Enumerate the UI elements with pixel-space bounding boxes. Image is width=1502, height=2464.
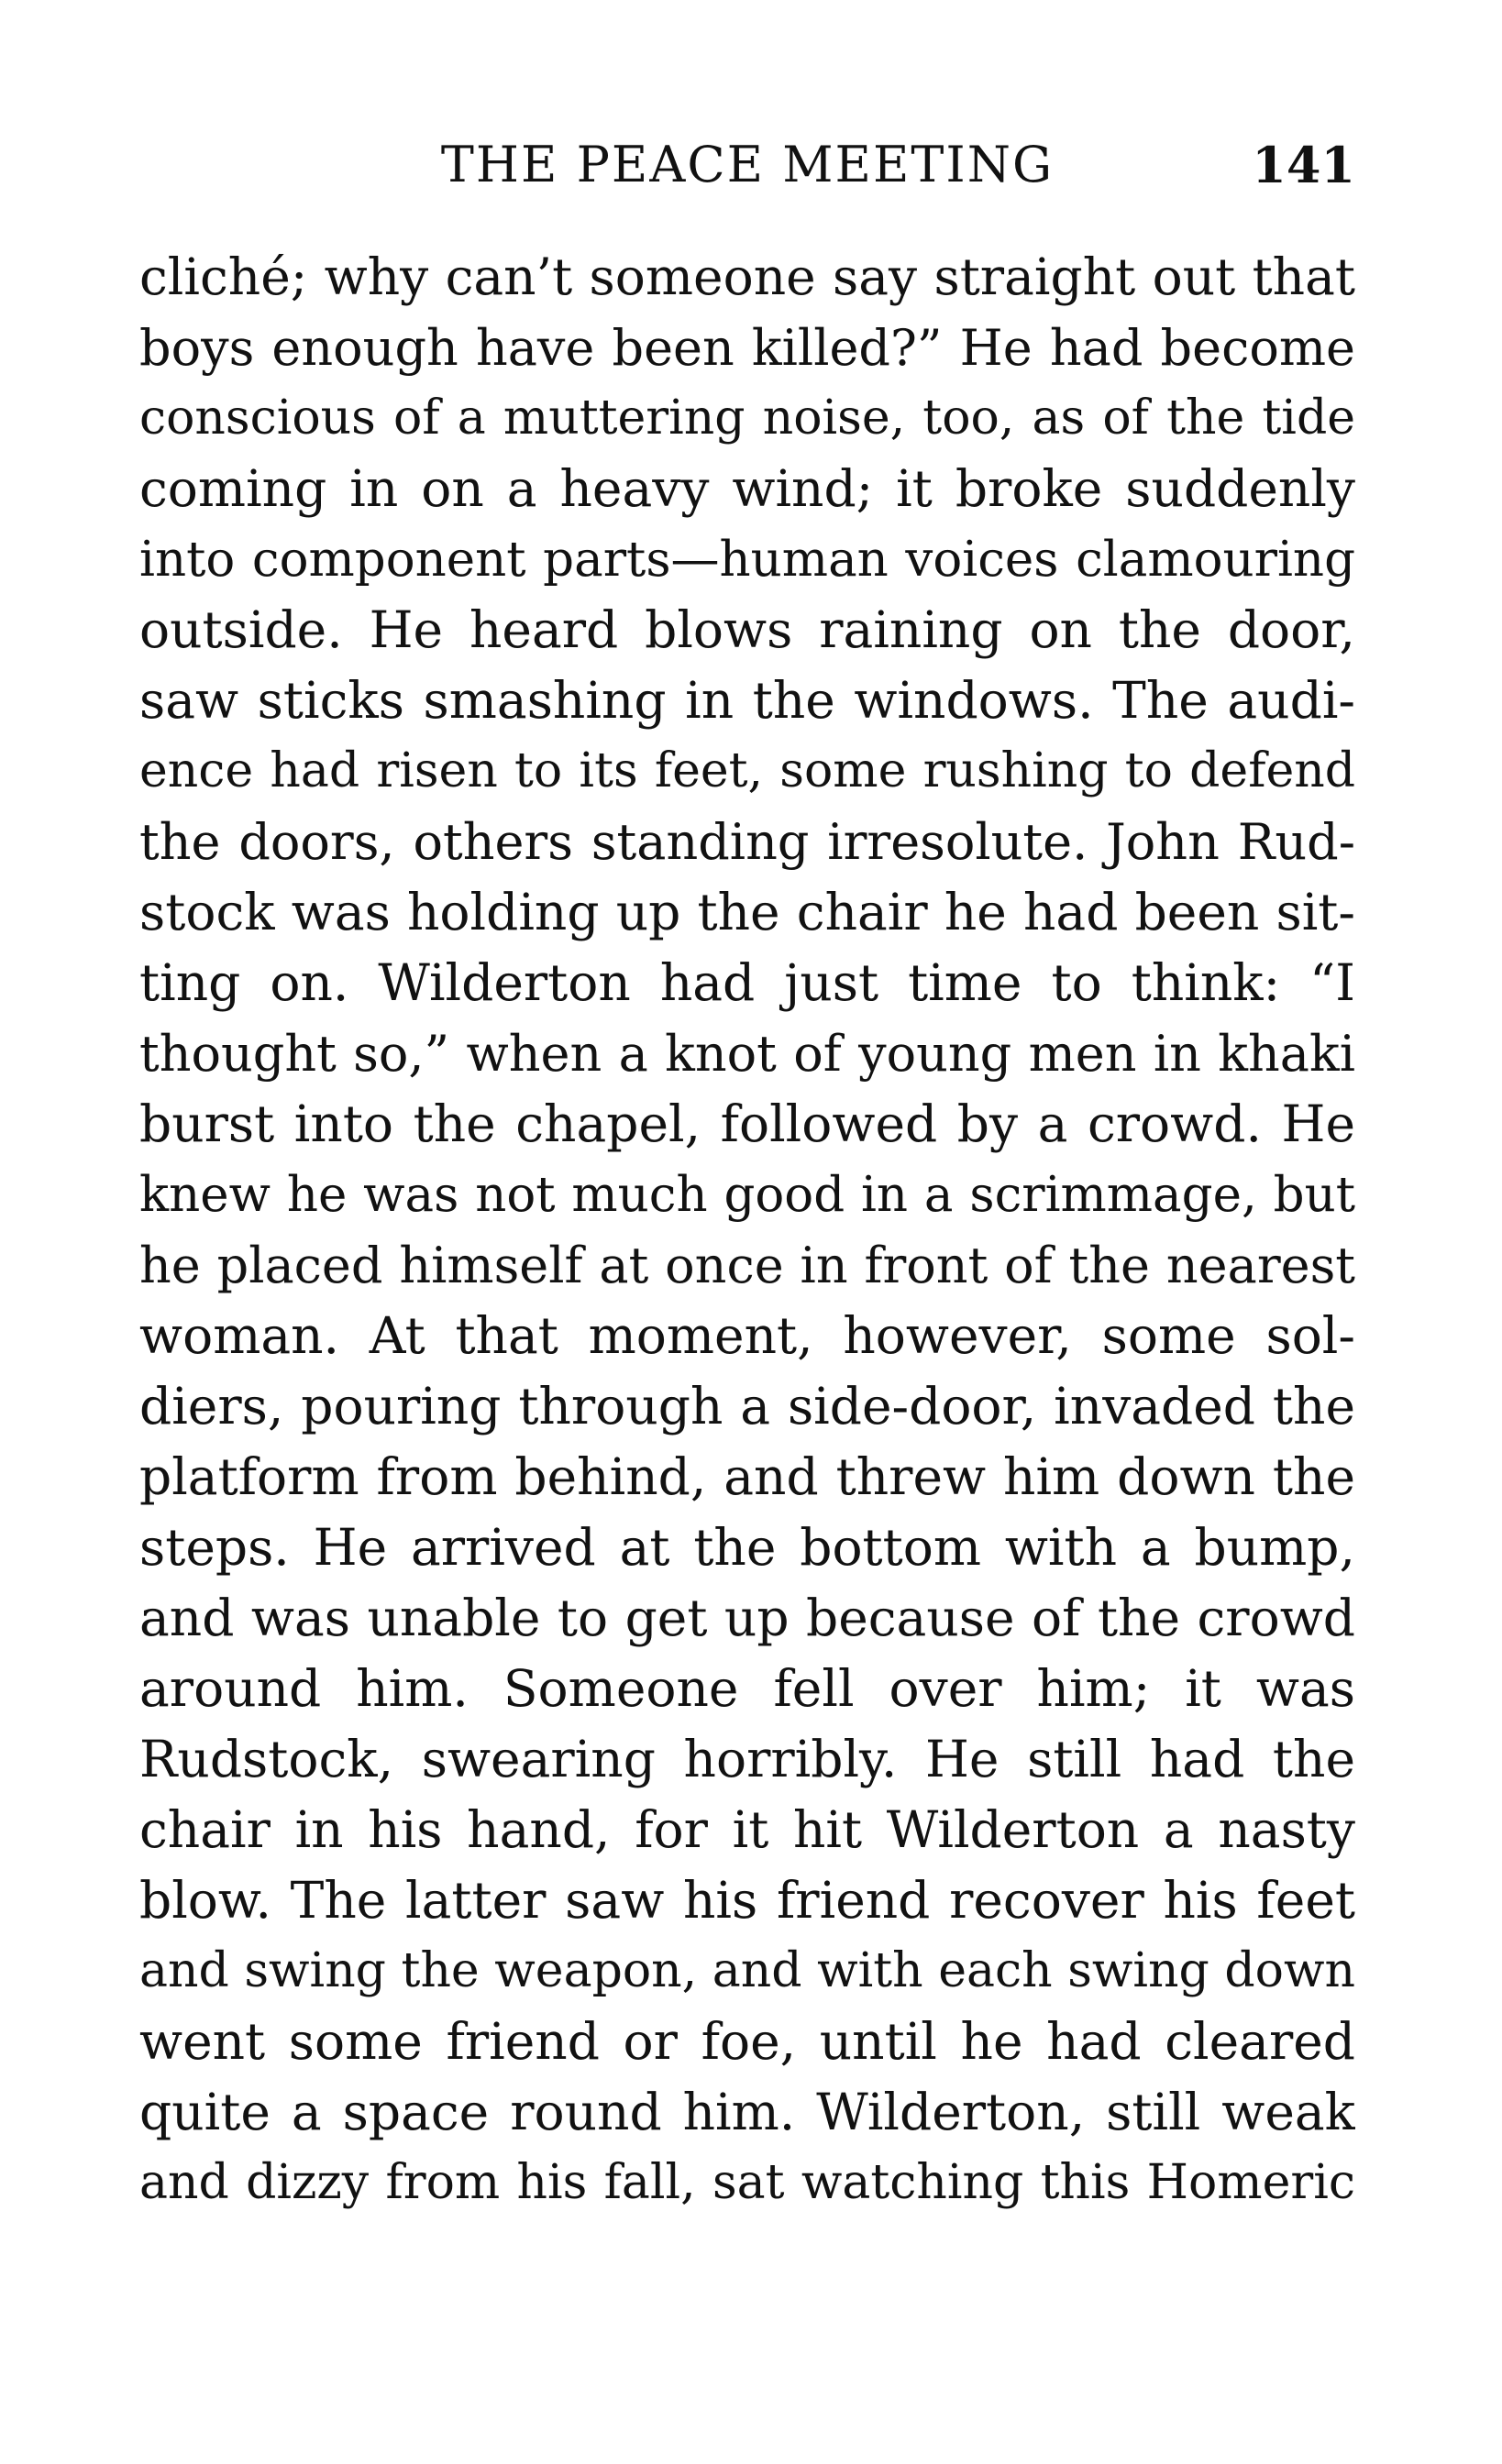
text-line: burst into the chapel, followed by a crowd. He [139,1094,1355,1153]
text-line: coming in on a heavy wind; it broke suddenly [139,459,1355,518]
text-line: and dizzy from his fall, sat watching this Homeric [139,2155,1355,2210]
text-line: and swing the weapon, and with each swing down [139,1943,1355,1998]
text-line: into component parts—human voices clamouring [139,532,1355,588]
text-line: went some friend or foe, until he had cleared [139,2012,1355,2071]
text-line: quite a space round him. Wilderton, still weak [139,2083,1355,2141]
body-text [139,242,1355,2218]
text-line: outside. He heard blows raining on the door, [139,600,1355,659]
text-line: chair in his hand, for it hit Wilderton a nasty [139,1800,1355,1859]
text-line: woman. At that moment, however, some sol- [139,1306,1355,1365]
text-line: ence had risen to its feet, some rushing to defend [139,743,1355,798]
text-line: platform from behind, and threw him down the [139,1447,1355,1506]
text-line: thought so,” when a knot of young men in khaki [139,1025,1355,1083]
text-line: cliché; why can’t someone say straight out that [139,248,1355,306]
text-line: around him. Someone fell over him; it was [139,1659,1355,1718]
running-title: THE PEACE MEETING [440,136,1055,193]
text-line: boys enough have been killed?” He had become [139,319,1355,377]
text-line: saw sticks smashing in the windows. The audi- [139,671,1355,730]
text-line: he placed himself at once in front of the nearest [139,1237,1355,1294]
page-number: 141 [1252,136,1355,194]
text-line: Rudstock, swearing horribly. He still had the [139,1730,1355,1788]
text-line: steps. He arrived at the bottom with a bump, [139,1518,1355,1577]
text-line: ting on. Wilderton had just time to think: “I [139,953,1355,1012]
text-line: stock was holding up the chair he had been sit- [139,883,1355,941]
text-line: the doors, others standing irresolute. John Rud- [139,813,1355,871]
text-line: knew he was not much good in a scrimmage, but [139,1167,1355,1223]
text-line: and was unable to get up because of the crowd [139,1589,1355,1647]
text-line: conscious of a muttering noise, too, as of the tide [139,390,1355,446]
text-line: diers, pouring through a side-door, invaded the [139,1377,1355,1436]
text-line: blow. The latter saw his friend recover his feet [139,1871,1355,1930]
running-head [139,128,1355,202]
